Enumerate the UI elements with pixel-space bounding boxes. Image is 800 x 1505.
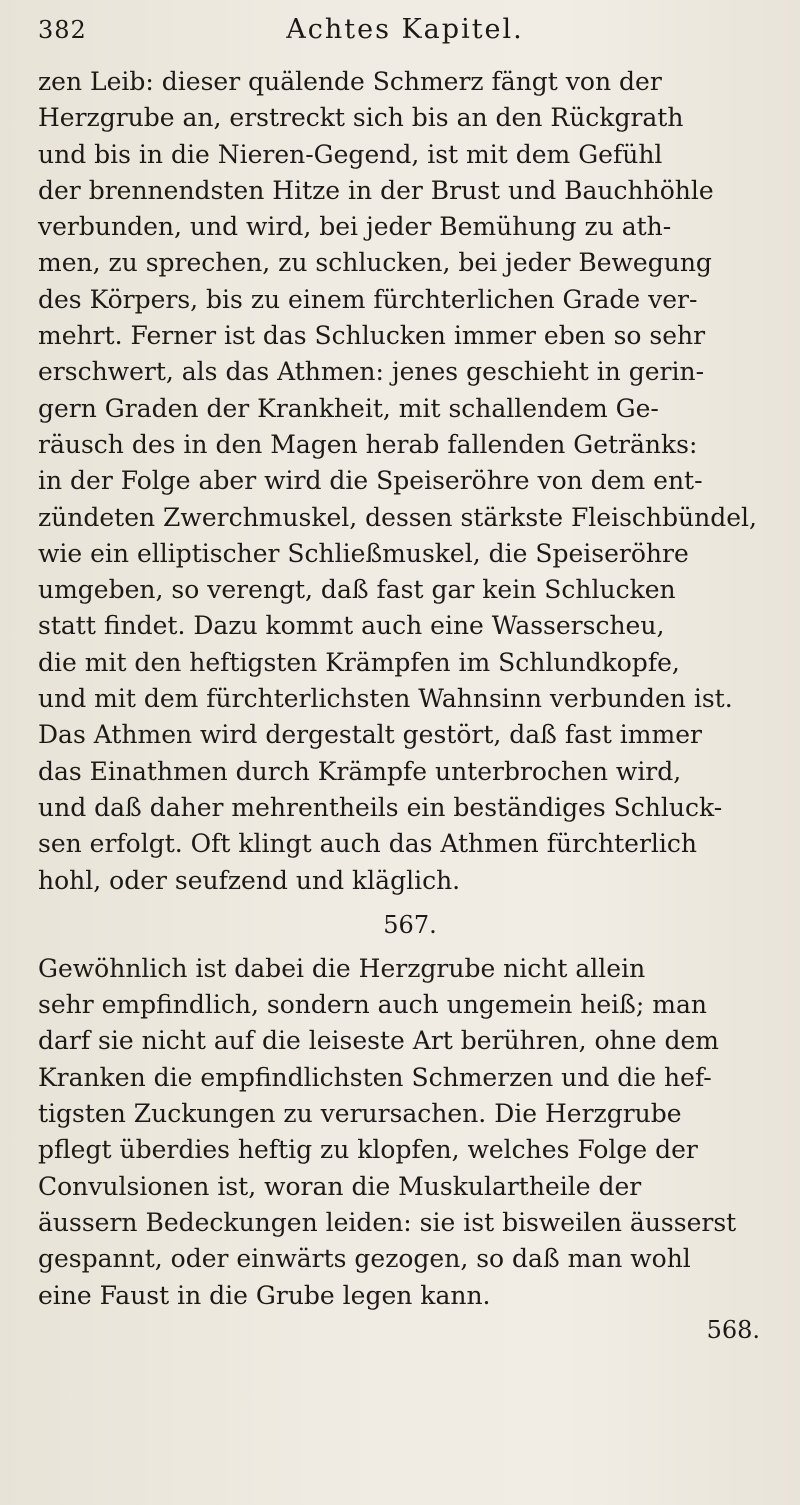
text-line: das Einathmen durch Krämpfe unterbrochen wird, [38, 756, 682, 786]
text-line: Gewöhnlich ist dabei die Herzgrube nicht allein [38, 953, 646, 983]
text-line: erschwert, als das Athmen: jenes geschieht in gerin- [38, 357, 705, 387]
text-line: in der Folge aber wird die Speiseröhre von dem ent- [38, 466, 703, 496]
running-head: Achtes Kapitel. [286, 14, 524, 45]
text-line: des Körpers, bis zu einem fürchterlichen Grade ver- [38, 284, 698, 314]
text-line: darf sie nicht auf die leiseste Art berühren, ohne dem [38, 1026, 719, 1056]
text-line: sen erfolgt. Oft klingt auch das Athmen fürchterlich [38, 829, 697, 859]
text-line: gern Graden der Krankheit, mit schallendem Ge- [38, 393, 659, 423]
text-line: verbunden, und wird, bei jeder Bemühung zu ath- [38, 212, 672, 242]
text-line: sehr empfindlich, sondern auch ungemein heiß; man [38, 990, 707, 1020]
page-header [38, 0, 772, 64]
text-line: der brennendsten Hitze in der Brust und Bauchhöhle [38, 175, 714, 205]
text-line: und mit dem fürchterlichsten Wahnsinn verbunden ist. [38, 684, 733, 714]
paragraph-1 [38, 64, 772, 899]
text-line: Herzgrube an, erstreckt sich bis an den Rückgrath [38, 103, 684, 133]
text-line: eine Faust in die Grube legen kann. [38, 1280, 491, 1310]
text-line: Convulsionen ist, woran die Muskulartheile der [38, 1171, 642, 1201]
text-line: umgeben, so verengt, daß fast gar kein Schlucken [38, 575, 676, 605]
text-line: und daß daher mehrentheils ein beständiges Schluck- [38, 792, 723, 822]
text-line: äussern Bedeckungen leiden: sie ist bisweilen äusserst [38, 1207, 737, 1237]
section-number: 567. [383, 910, 437, 939]
catchword: 568. [706, 1315, 760, 1344]
text-line: und bis in die Nieren-Gegend, ist mit dem Gefühl [38, 139, 663, 169]
text-line: räusch des in den Magen herab fallenden Getränks: [38, 429, 698, 459]
text-line: Das Athmen wird dergestalt gestört, daß fast immer [38, 720, 702, 750]
text-line: tigsten Zuckungen zu verursachen. Die Herzgrube [38, 1099, 682, 1129]
text-line: statt findet. Dazu kommt auch eine Wasserscheu, [38, 611, 665, 641]
page-number: 382 [38, 16, 87, 44]
text-line: mehrt. Ferner ist das Schlucken immer eben so sehr [38, 321, 706, 351]
text-line: pflegt überdies heftig zu klopfen, welches Folge der [38, 1135, 698, 1165]
text-line: Kranken die empfindlichsten Schmerzen und die hef- [38, 1062, 712, 1092]
text-line: die mit den heftigsten Krämpfen im Schlundkopfe, [38, 647, 680, 677]
text-line: wie ein elliptischer Schließmuskel, die Speiseröhre [38, 538, 689, 568]
text-line: hohl, oder seufzend und kläglich. [38, 865, 461, 895]
text-line: zen Leib: dieser quälende Schmerz fängt von der [38, 67, 662, 96]
text-line: gespannt, oder einwärts gezogen, so daß man wohl [38, 1244, 691, 1274]
text-line: men, zu sprechen, zu schlucken, bei jeder Bewegung [38, 248, 712, 278]
paragraph-2 [38, 951, 772, 1314]
text-line: zündeten Zwerchmuskel, dessen stärkste Fleischbündel, [38, 502, 757, 532]
